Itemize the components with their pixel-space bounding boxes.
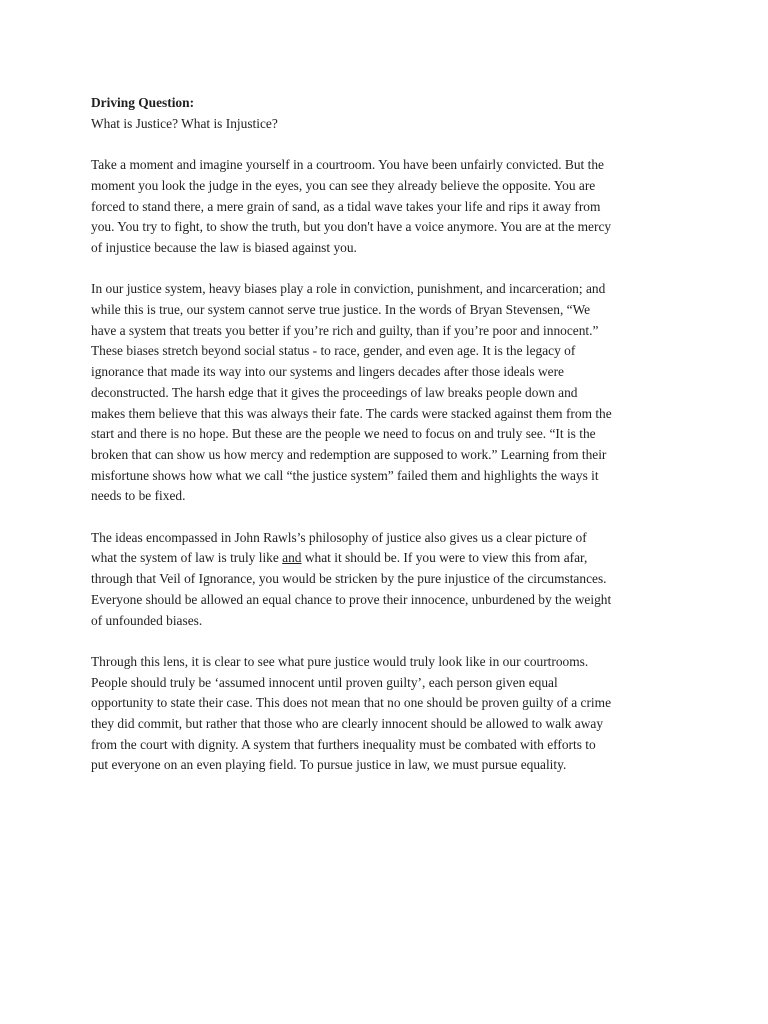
paragraph-line: deconstructed. The harsh edge that it gives the proceedings of law breaks people down and — [91, 384, 578, 400]
paragraph-line: needs to be fixed. — [91, 488, 186, 504]
paragraph-line: forced to stand there, a mere grain of sand, as a tidal wave takes your life and rips it away from — [91, 198, 601, 214]
paragraph-line: makes them believe that this was always their fate. The cards were stacked against them from the — [91, 405, 612, 421]
paragraph-courtroom — [91, 155, 678, 259]
paragraph-line: start and there is no hope. But these are the people we need to focus on and truly see. “It is the — [91, 426, 596, 442]
paragraph-line: moment you look the judge in the eyes, you can see they already believe the opposite. You are — [91, 177, 596, 193]
paragraph-line: put everyone on an even playing field. To pursue justice in law, we must pursue equality. — [91, 757, 567, 773]
paragraph-line: through that Veil of Ignorance, you would be stricken by the pure injustice of the circumstances. — [91, 571, 607, 587]
paragraph-line: you. You try to fight, to show the truth, but you don't have a voice anymore. You are at the mercy — [91, 219, 612, 235]
underlined-word: and — [282, 550, 302, 566]
paragraph-line: broken that can show us how mercy and redemption are supposed to work.” Learning from their — [91, 446, 607, 462]
paragraph-biases — [91, 279, 678, 507]
paragraph-line: These biases stretch beyond social status - to race, gender, and even age. It is the legacy of — [91, 343, 576, 359]
document-body — [91, 93, 678, 797]
paragraph-line: Everyone should be allowed an equal chance to prove their innocence, unburdened by the weight — [91, 591, 612, 607]
paragraph-line: Through this lens, it is clear to see what pure justice would truly look like in our courtrooms. — [91, 653, 589, 669]
paragraph-line: ignorance that made its way into our systems and lingers decades after those ideals were — [91, 364, 564, 380]
line-text-after: what it should be. If you were to view this from afar, — [301, 550, 588, 566]
paragraph-line: of injustice because the law is biased against you. — [91, 239, 357, 255]
paragraph-line: The ideas encompassed in John Rawls’s philosophy of justice also gives us a clear picture of — [91, 529, 587, 545]
paragraph-line: while this is true, our system cannot serve true justice. In the words of Bryan Stevensen, “We — [91, 302, 591, 317]
paragraph-line: In our justice system, heavy biases play a role in conviction, punishment, and incarceration; and — [91, 281, 606, 297]
paragraph-line: they did commit, but rather that those who are clearly innocent should be allowed to walk away — [91, 716, 604, 732]
paragraph-rawls — [91, 528, 678, 632]
paragraph-line: have a system that treats you better if you’re rich and guilty, than if you’re poor and innocent.” — [91, 322, 599, 338]
paragraph-line: misfortune shows how what we call “the justice system” failed them and highlights the ways it — [91, 467, 599, 483]
paragraph-lens — [91, 652, 678, 776]
line-text-before: what the system of law is truly like — [91, 550, 283, 566]
driving-question-text: What is Justice? What is Injustice? — [91, 115, 278, 131]
paragraph-line: of unfounded biases. — [91, 612, 203, 628]
driving-question-heading: Driving Question: — [91, 95, 195, 110]
paragraph-line: Take a moment and imagine yourself in a courtroom. You have been unfairly convicted. But the — [91, 157, 604, 173]
paragraph-line: opportunity to state their case. This does not mean that no one should be proven guilty of a crime — [91, 695, 612, 711]
paragraph-line-with-emphasis — [91, 548, 678, 569]
paragraph-line: from the court with dignity. A system that furthers inequality must be combated with efforts to — [91, 736, 596, 752]
paragraph-line: People should truly be ‘assumed innocent until proven guilty’, each person given equal — [91, 674, 558, 690]
